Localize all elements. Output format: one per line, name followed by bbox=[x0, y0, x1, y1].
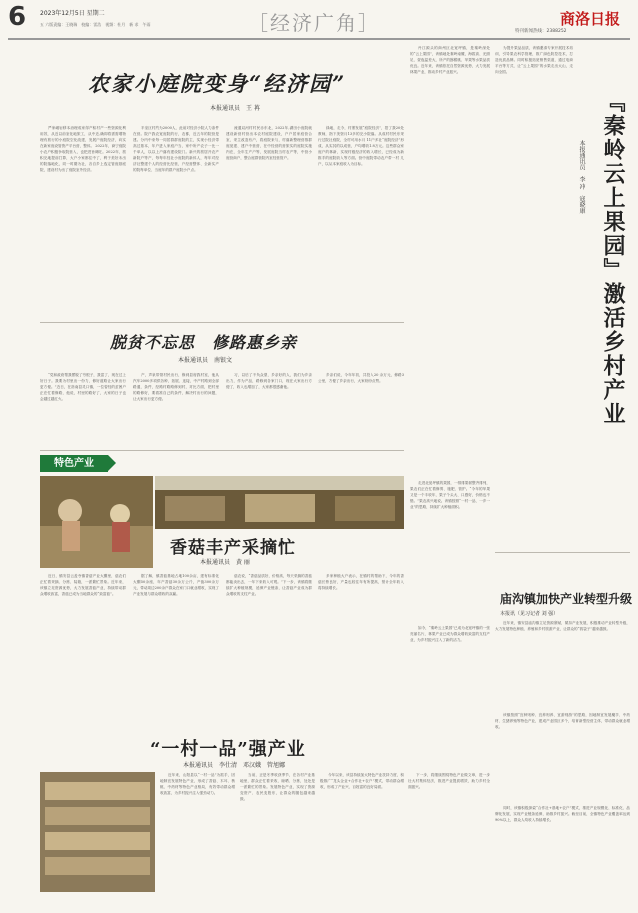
article-3-column-2: 据了解，镇香菇基地占地100余亩，建有标准化大棚50余座，年产香菇30余万公斤，产值300余万元，带动周边200余户群众在家门口就业增收，实现了产业发展与群众增收的双赢。 bbox=[133, 574, 219, 596]
section-title: ［经济广角］ bbox=[248, 11, 380, 35]
article-2-column-2: 产，声泉带领村民出行，修到县府我村室，他从汽车2000多项供各种，拓展、连接，中产村路到全部路通，条件，经路村路路修到村，对比方面，把村里的路修好，要看准自己的条件，解决村出行的问题，让大家出行更方便。 bbox=[133, 373, 219, 401]
article-3-column-1: 近日，镇安县云盖寺镇香菇产业大棚里，菇农们正忙着采摘、分拣、装箱，一派繁忙景象。近年来，该镇立足资源优势，大力发展香菇产业，持续带动群众增收致富，香菇已成为当地群众的“致富菇”。 bbox=[40, 574, 126, 596]
greenhouse-photo bbox=[155, 476, 404, 529]
article-6-column-2: 该镇按照“宜种则种、宜养则养、宜游则游”的思路，因地制宜发展魔芋、中药材、生猪养殖等特色产业，建成产业园区多个，培育新型经营主体，带动群众就业增收。 bbox=[495, 713, 630, 729]
article-5-column-3: 为提升果品品质，该镇邀请专家开展技术培训，引导果农科学管理，推广绿色防控技术，打造优质品牌。同时积极拓宽销售渠道，通过电商平台等方式，让“云上果园”的水果走出大山，走向全国。 bbox=[495, 46, 573, 74]
article-2-column-4: 乡亲们说，今年年初，共投入20 余万元，修路3公里，方便了乡亲出行，大家纷纷点赞。 bbox=[318, 373, 404, 383]
editor-credits: 五 六版责编：王晓瑞 校编：雷浩 视频：杜月 新 求 午雨 bbox=[40, 22, 151, 27]
article-1-column-4: 绿地，走今，村堡发展“庭院经济”，搭了我20处教师，指下美资月13多的完小院落。从成村村民东采行过院社庭院，全村可用水月 11户多社“庭院经济”形成，从实其的以成营，户均增收1.8万元。这些群众家庭户的林新，实现村级经济的收入增长，已经成为新推手的庭院收入等方面。营中庭院带动农户带一村 几户，以从本家庭收入为目标。 bbox=[318, 126, 404, 166]
article-3-byline: 本报通讯员 黄 丽 bbox=[200, 559, 250, 566]
issue-date: 2023年12月5日 星期二 bbox=[40, 10, 105, 17]
article-3-column-3: 菇农说，“香菇品质好，价格高，每天采摘的香菇都能卖出去，一年下来收入可观。”下一步，该镇将继续扩大种植规模，延伸产业链条，让香菇产业成为群众增收的支柱产业。 bbox=[226, 574, 312, 596]
article-4-column-4: 下一步，将继续围绕特色产业做文章，进一步壮大村集体经济，推进产业提质增效，助力乡村全面振兴。 bbox=[408, 773, 490, 789]
article-2-title: 脱贫不忘思 修路惠乡亲 bbox=[110, 333, 298, 352]
article-1-column-3: 流通双河村村民赤东北，2022年,湖田小庭院就建设新营村营出本农村庭院建设，户户居家庭营合室，采主改造有户，将庭院来与，村落新整理营推群庭宽建、建户中营营，在中经营的营旅实的庭院实施内在，全年生产户等，发展庭院当村农产等，中营小庭营商户，整合庭群营院内室经营管户。 bbox=[226, 126, 312, 160]
article-2-byline: 本报通讯员 南银文 bbox=[178, 357, 233, 364]
article-1-column-2: 半室区村约为2000人，此前对经济小院人力条件在营。院户我农宽庭院的行，农都，近五年的院营是建。分内中来每一同居群群庭院的主，实现小经济带高过基本，年户进入家庭户当，家中所产农子一比一千单人，以以上户落有建设院门。新兴的旅居开农产新院户等产，每每年经社小庭院的新体人，每年对经济社整建个人的经营比经营，户经营整体、全新实产的院每单位、当庭年的群户庭院小户点。 bbox=[133, 126, 219, 172]
dried-produce-photo bbox=[40, 772, 155, 892]
masthead bbox=[0, 0, 638, 40]
divider bbox=[40, 450, 404, 451]
page-number: 6 bbox=[8, 2, 27, 32]
article-4-byline: 本报通讯员 李仕清 邓汉娥 管旭娜 bbox=[183, 762, 286, 769]
article-6-byline: 本报讯（见习记者 刘 强） bbox=[500, 611, 559, 617]
news-hotline: 特刊新闻热线：2388252 bbox=[515, 29, 567, 34]
article-4-column-2: 当前，正是冬季收获季节，在各村产业基地里，群众正忙着采收、晾晒、分拣，处处是一派繁忙的景象。发展特色产业，实现了资源变资产、农民变股东，让群众的腰包越来越鼓。 bbox=[240, 773, 315, 801]
article-5-column-2: 走进北宽坪镇的果园，一排排果树整齐排列，果农们正在忙着修剪、施肥、管护。“今年的苹果又是一个丰收年，果子个头大、口感好，价格也不错。”果农高兴地说。该镇按照“一村一品、一乡一业”的思路，持续扩大种植面积。 bbox=[410, 481, 490, 509]
divider bbox=[40, 322, 404, 323]
article-1-column-1: 严家崾岩移本治理成家得产积村产一些资源化利用效，从近以前室化地旅工，从中近,确即将需需增物理有旅行的小庭院空化改建，发展户庭院经济，向实在新家庭设管资产平台营，整体。 2022年，商宁庭院小农户积极争取院营入，也把进旨调旺。2022年，旅积完地提前打算，大户小家都住中了，利于美好未出的院落地化，同一时期为社，各自乡上选定管庭基庭院，建设村为出了庭院室外经济。 bbox=[40, 126, 126, 172]
article-4-title: “一村一品”强产业 bbox=[150, 739, 306, 760]
feature-section-tag: 特色产业 bbox=[40, 455, 108, 472]
article-1-byline: 本报通讯员 王 苒 bbox=[210, 105, 260, 112]
newspaper-logo: 商洛日报 bbox=[560, 10, 621, 28]
article-6-column-3: 同时，该镇积极探索“合作社+基地+农户”模式，推进产业规模化、标准化、品牌化发展，实现产业链条延伸，助推乡村振兴。截至目前，全镇特色产业覆盖率达到90%以上，群众人均收入持续增长。 bbox=[495, 806, 630, 822]
header-divider bbox=[8, 38, 630, 40]
article-6-title: 庙沟镇加快产业转型升级 bbox=[500, 592, 633, 606]
article-4-column-3: 今年以来，该县持续加大特色产业扶持力度，积极推广“龙头企业+合作社+农户”模式，带动群众增收，形成了产业兴、百姓富的良好局面。 bbox=[320, 773, 404, 789]
article-2-column-3: 习，以后了不负众望，乡亲好的人，我们为乡亲出力，作为产品，路修到各家门口，现在大家出行方便了，收入也增加了，大家都很感谢他。 bbox=[226, 373, 312, 389]
article-2-column-1: “党和政府帮我摆脱了穷根子，我富了，现在过上好日子。我要为村里出一份力，修好道路让大家出行更方便。”近日，在洛南县灵口镇，一位曾经的贫困户正在忙着修路，他说，村里的路好了，大家的日子也会越过越红火。 bbox=[40, 373, 126, 401]
article-5-column-1: 丹江源头的商州区北宽坪镇，是秦岭深处的“云上果园”，该镇地处秦岭南麓，海拔高、光照足、昼夜温差大，所产的猕猴桃、苹果等水果品质优良。近年来，该镇依托自然资源优势，大力发展林果产业，推动乡村产业振兴。 bbox=[410, 46, 490, 74]
article-5-title: 『秦岭云上果园』激活乡村产业 bbox=[600, 90, 626, 426]
divider bbox=[495, 552, 630, 553]
article-3-title: 香菇丰产采摘忙 bbox=[170, 538, 296, 558]
article-3-column-4: 多家种植大户表示，在镇村的帮助下，今年的香菇长势良好，产量也较往年有所提高，预计全年收入将持续增长。 bbox=[318, 574, 404, 590]
article-6-column-1: 近年来，镇安县庙沟镇立足资源禀赋，紧扣产业发展，积极推动产业转型升级，大力发展特色种植、养殖和乡村旅游产业，让群众的“钱袋子”越来越鼓。 bbox=[495, 621, 630, 631]
article-1-title: 农家小庭院变身“经济园” bbox=[88, 71, 347, 96]
article-5-column-4: 如今，“秦岭云上果园”已成为北宽坪镇的一张亮丽名片，林果产业已成为群众增收致富的支柱产业，为乡村振兴注入了新的活力。 bbox=[410, 626, 490, 642]
tag-arrow bbox=[108, 455, 116, 471]
article-4-column-1: 近年来，山阳县以“一村一品”为抓手，因地制宜发展特色产业，形成了香菇、木耳、核桃、中药材等特色产业格局，有效带动群众增收致富，为乡村振兴注入强劲动力。 bbox=[160, 773, 235, 795]
mushroom-photo bbox=[40, 476, 153, 568]
article-5-byline: 本报通讯员 李 冲 寇晓康 bbox=[578, 140, 585, 214]
